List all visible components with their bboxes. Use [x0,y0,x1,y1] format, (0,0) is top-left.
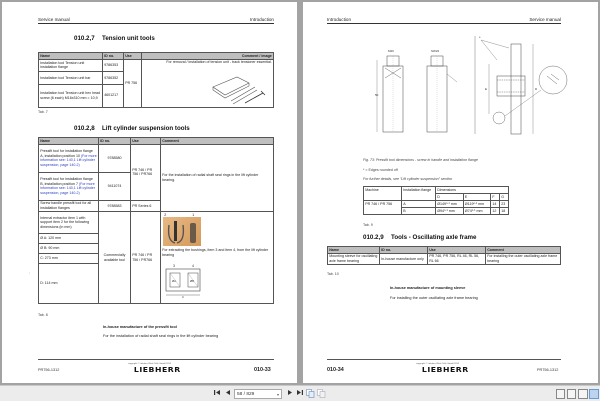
svg-text:4: 4 [192,264,194,269]
lift-suspension-link[interactable]: (For more information see: 140,1 Lift cylinder suspension, page 140-2) [40,181,95,195]
two-page-continuous-view-button[interactable] [589,389,599,399]
svg-text:50: 50 [375,93,379,97]
next-page-button[interactable] [287,389,293,399]
svg-text:M20: M20 [388,49,394,53]
svg-text:E: E [485,87,488,91]
pressfit-tool-drawing [371,34,571,134]
page-header [38,17,274,24]
fit-page-button[interactable] [317,389,326,401]
next-page-icon [287,389,293,396]
dimensions-table: Machine Installation flange Dimensions D E F G PR 746 / PR 756 A Ø149⁰⋅¹ mm Ø119⁰⋅¹ mm 14 23 B Ø94⁰⋅¹ mm Ø74⁰⋅¹ mm 12 18 [363,186,509,215]
section-title-lift: 010.2,8 Lift cylinder suspension tools [74,125,190,132]
section-title-tension: 010.2,7 Tension unit tools [74,35,155,42]
svg-text:*: * [479,35,481,40]
extractor-photo [163,217,201,246]
oscillating-tools-table: Name ID no. Use Comment Mounting sleeve for oscillating axle frame bearing In-house manufacture only PR 746, PR 756, RL 46, RL 56, RL 66 For installing the outer oscillating axle frame bearing [327,246,561,265]
chevron-down-icon[interactable]: ▾ [276,391,279,397]
svg-text:D: D [535,87,538,91]
rotate-button[interactable] [306,389,315,401]
svg-text:SW22: SW22 [431,49,440,53]
two-page-view-button[interactable] [578,389,588,399]
page-010-34: Introduction Service manual M20 50 SW22 E D * Fig. 73: Pressfit tool dimensions - screw in handle and installation flange * = Edges rounded off For further details, see "Lift cylinder suspension" section Machine Installation flange Dimensions D E F G PR 746 / PR 756 A Ø149⁰⋅¹ mm Ø119⁰⋅¹ mm 14 23 B Ø94⁰⋅¹ mm Ø74⁰⋅¹ mm 12 18 Tab. 9 010.2,9 Tools - Oscillating axle frame Name ID no. Use Comment Mounting sleeve for oscillating axle frame bearing In-house manufacture only PR 746, PR 756, RL 46, RL 56, RL 66 For installing the outer oscillating axle frame bearing Tab. 10 In-house manufacture of mounting sleeve For installing the outer oscillating axle frame bearing 010-34 copyright © Liebherr-Werk Telfs GmbH 2013 LIEBHERR PR756-1312 [303,2,598,383]
page-010-33: Service manual Introduction 010.2,7 Tension unit tools Name ID no. Use Comment / image Installation tool Tension unit installation flange 9786353 PR 756 For removal / installation of tension unit - track tensioner essential. Installation tool Tension unit bar 9786352 Installation tool Tension unit hex head screw (6 each) M16x310 mm = 10,9 4601217 Tab. 7 010.2,8 Lift cylinder suspension tools Name ID no. Use Comment Pressfit tool for installation flange A, installation position 10 (For more information see: 140,1 Lift cylinder suspension, page 140-2) 9788580 PR 746 / PR 756 / PR766 For the installation of radial shaft seal rings in the lift cylinder bearing. Pressfit tool for installation flange B, installation position 7 (For more information see: 140,1 Lift cylinder suspension, page 140-2) 9411074 Screw handle pressfit tool for all installation flanges 9788583 PR Series 6 Internal extractor item 1 with support item 2 for the following dimensions (in mm) Commercially available tool PR 746 / PR 756 / PR766 2 1 For extracting the bushings, item 3 and item 4, from the lift cylinder bearing 3 4 ØA ØB C Ø A: 120 mm Ø B: 90 mm C: 273 mm D: 114 mm Tab. 8 In-house manufacture of the pressfit tool For the installation of radial shaft seal rings in the lift cylinder bearing — PR756-1312 copyright © Liebherr-Werk Telfs GmbH 2013 LIEBHERR 010-33 [2,2,297,383]
page-number-input[interactable]: 58 / 829 ▾ [234,389,282,399]
continuous-view-button[interactable] [567,389,576,399]
side-reference: — [29,272,31,275]
liebherr-logo: LIEBHERR [421,366,469,374]
first-page-button[interactable] [214,389,221,399]
prev-page-button[interactable] [225,389,231,399]
page-copy-icon [306,389,315,398]
tension-tools-illustration [209,73,269,105]
header-left: Introduction [327,17,352,22]
bushing-diagram [164,263,204,299]
first-page-icon [214,389,221,396]
section-title-oscillating: 010.2,9 Tools - Oscillating axle frame [363,234,477,241]
header-right: Introduction [249,17,274,22]
page-view-icon [317,389,326,398]
extractor-comment-cell: 2 1 For extracting the bushings, item 3 and item 4, from the lift cylinder bearing 3 4 ØA ØB C [161,212,274,304]
header-right: Service manual [529,17,561,22]
figure-caption: Fig. 73: Pressfit tool dimensions - screw in handle and installation flange [363,158,478,162]
single-page-view-button[interactable] [556,389,565,399]
lift-tools-table: Name ID no. Use Comment Pressfit tool for installation flange A, installation position 10 (For more information see: 140,1 Lift cylinder suspension, page 140-2) 9788580 PR 746 / PR 756 / PR766 For the installation of radial shaft seal rings in the lift cylinder bearing. Pressfit tool for installation flange B, installation position 7 (For more information see: 140,1 Lift cylinder suspension, page 140-2) 9411074 Screw handle pressfit tool for all installation flanges 9788583 PR Series 6 Internal extractor item 1 with support item 2 for the following dimensions (in mm) Commercially available tool PR 746 / PR 756 / PR766 2 1 For extracting the bushings, item 3 and item 4, from the lift cylinder bearing 3 4 ØA ØB C Ø A: 120 mm Ø B: 90 mm C: 273 mm D: 114 mm [38,137,274,304]
last-page-icon [296,389,303,396]
svg-text:C: C [182,295,185,300]
svg-text:ØA: ØA [172,279,177,284]
header-left: Service manual [38,17,70,22]
tension-tools-table: Name ID no. Use Comment / image Installation tool Tension unit installation flange 9786353 PR 756 For removal / installation of tension unit - track tensioner essential. Installation tool Tension unit bar 9786352 Installation tool Tension unit hex head screw (6 each) M16x310 mm = 10,9 4601217 [38,52,274,108]
last-page-button[interactable] [296,389,303,399]
svg-text:ØB: ØB [190,279,195,284]
tension-comment-cell: For removal / installation of tension unit - track tensioner essential. [142,59,274,107]
lift-suspension-link[interactable]: (For more information see: 140,1 Lift cylinder suspension, page 140-2) [40,153,97,167]
viewer-toolbar [0,385,600,401]
page-header [327,17,561,24]
prev-page-icon [225,389,231,396]
liebherr-logo: LIEBHERR [133,366,181,374]
svg-text:3: 3 [173,264,175,269]
